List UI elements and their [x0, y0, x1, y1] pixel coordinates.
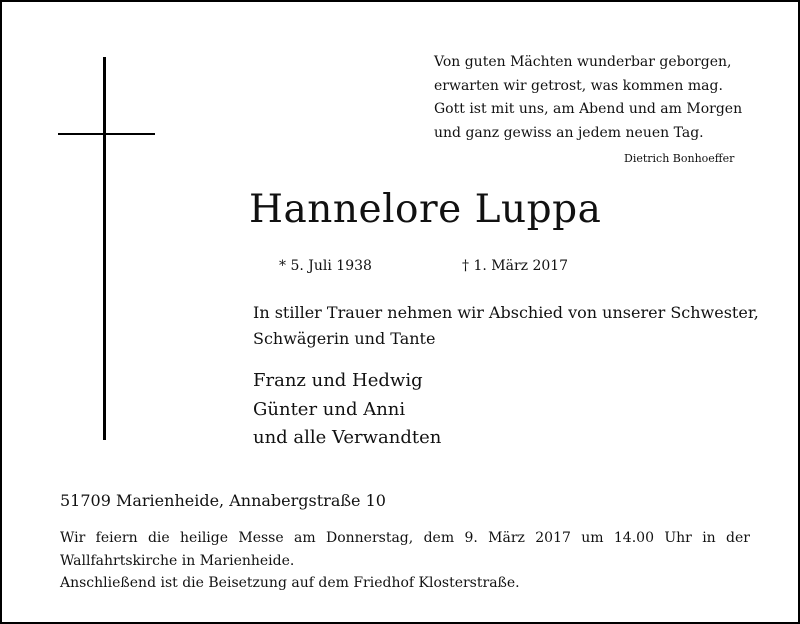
deceased-name: Hannelore Luppa — [249, 187, 602, 232]
mourning-text — [253, 300, 773, 352]
family-line: Günter und Anni — [253, 398, 406, 420]
cross-vertical-bar — [103, 57, 106, 440]
quote-line: Von guten Mächten wunderbar geborgen, — [434, 54, 732, 70]
service-line: Anschließend ist die Beisetzung auf dem Friedhof Klosterstraße. — [60, 575, 520, 591]
mourning-line: Schwägerin und Tante — [253, 329, 436, 348]
cross-horizontal-bar — [58, 133, 155, 135]
death-date: † 1. März 2017 — [462, 258, 569, 274]
family-signatures — [253, 367, 441, 453]
family-line: und alle Verwandten — [253, 427, 442, 448]
service-info — [60, 527, 750, 595]
bonhoeffer-quote — [434, 51, 774, 145]
mourning-line: In stiller Trauer nehmen wir Abschied von unserer Schwester, — [253, 303, 759, 322]
quote-line: Gott ist mit uns, am Abend und am Morgen — [434, 101, 743, 117]
birth-date: * 5. Juli 1938 — [279, 258, 372, 274]
service-line: Wallfahrtskirche in Marienheide. — [60, 552, 295, 569]
family-line: Franz und Hedwig — [253, 370, 423, 391]
address: 51709 Marienheide, Annabergstraße 10 — [60, 491, 386, 510]
quote-line: und ganz gewiss an jedem neuen Tag. — [434, 124, 704, 141]
quote-author: Dietrich Bonhoeffer — [624, 152, 735, 165]
service-line: Wir feiern die heilige Messe am Donnerstag, dem 9. März 2017 um 14.00 Uhr in der — [60, 530, 750, 546]
quote-line: erwarten wir getrost, was kommen mag. — [434, 77, 723, 94]
